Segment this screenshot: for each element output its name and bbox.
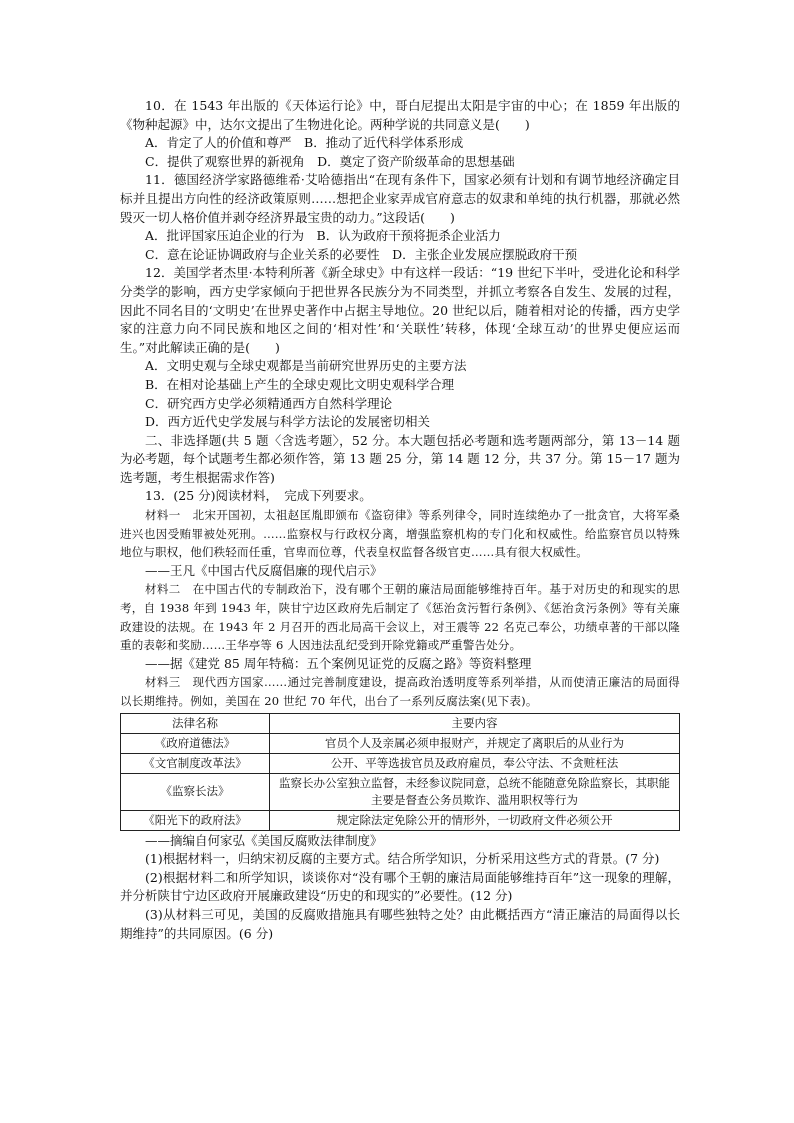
q10-stem: 10．在 1543 年出版的《天体运行论》中，哥白尼提出太阳是宇宙的中心；在 1859 年出版的《物种起源》中，达尔文提出了生物进化论。两种学说的共同意义是( ) [120,98,680,132]
exam-content [120,97,680,943]
q13-source-2: ——据《建党 85 周年特稿：五个案例见证党的反腐之路》等资料整理 [145,655,532,671]
q12-option-b: B．在相对论基础上产生的全球史观比文明史观科学合理 [145,376,455,392]
table-cell-content: 规定除法定免除公开的情形外，一切政府文件必须公开 [270,810,680,830]
table-cell-content: 公开、平等选拔官员及政府雇员，奉公守法、不贪赃枉法 [270,753,680,773]
q13-source-1: ——王凡《中国古代反腐倡廉的现代启示》 [145,562,383,578]
table-row [121,753,680,773]
table-row [121,733,680,753]
table-cell-law-name: 《文官制度改革法》 [121,753,270,773]
q10-option-row-2: C．提供了观察世界的新视角 D．奠定了资产阶级革命的思想基础 [145,153,515,169]
table-header-law-name: 法律名称 [121,713,270,733]
table-row [121,810,680,830]
q11-option-row-1: A．批评国家压迫企业的行为 B．认为政府干预将扼杀企业活力 [145,228,501,244]
table-row [121,773,680,810]
table-cell-law-name: 《政府道德法》 [121,733,270,753]
table-header-row [121,713,680,733]
q13-material-3: 材料三 现代西方国家……通过完善制度建设，提高政治透明度等系列举措，从而使清正廉洁的局面得以长期维持。例如，美国在 20 世纪 70 年代，出台了一系列反腐法案(见下表)。 [120,675,680,708]
table-cell-content: 监察长办公室独立监督，未经参议院同意，总统不能随意免除监察长，其职能主要是督查公务员欺诈、滥用职权等行为 [270,773,680,810]
q12-stem: 12．美国学者杰里·本特利所著《新全球史》中有这样一段话：“19 世纪下半叶，受进化论和科学分类学的影响，西方史学家倾向于把世界各民族分为不同类型，并抓立考察各自发生、发展的过程，因此不同名目的‘文明史’在世界史著作中占据主导地位。20 世纪以后，随着相对论的传播，西方史学家的注意力向不同民族和地区之间的‘相对性’和‘关联性’转移，体现‘全球互动’的世界史便应运而生。”对此解读正确的是( ) [120,265,680,355]
q13-material-1: 材料一 北宋开国初，太祖赵匡胤即颁布《盗窃律》等系列律令，同时连续绝办了一批贪官，大将军桑进兴也因受贿罪被处死刑。……监察权与行政权分离，增强监察机构的专门化和权威性。给监察官员以特殊地位与职权，他们秩轻而任重，官卑而位尊，代表皇权监督各级官吏……具有很大权威性。 [120,508,680,560]
q13-stem: 13．(25 分)阅读材料， 完成下列要求。 [145,488,372,504]
q13-ask-1: (1)根据材料一，归纳宋初反腐的主要方式。结合所学知识，分析采用这些方式的背景。(7 分) [145,851,660,867]
table-cell-law-name: 《监察长法》 [121,773,270,810]
q13-material-2: 材料二 在中国古代的专制政治下，没有哪个王朝的廉洁局面能够维持百年。基于对历史的和现实的思考，自 1938 年到 1943 年，陕甘宁边区政府先后制定了《惩治贪污暂行条例》、《惩治贪污条例》等有关廉政建设的法规。在 1943 年 2 月召开的西北局高干会议上，对王震等 22 名克己奉公，功绩卓著的干部以隆重的表彰和奖励……王华亭等 6 人因违法乱纪受到开除党籍或严重警告处分。 [120,582,680,653]
q12-option-a: A．文明史观与全球史观都是当前研究世界历史的主要方法 [145,358,467,374]
q12-option-d: D．西方近代史学发展与科学方法论的发展密切相关 [145,414,431,430]
q11-option-row-2: C．意在论证协调政府与企业关系的必要性 D．主张企业发展应摆脱政府干预 [145,246,578,262]
q13-ask-3: (3)从材料三可见，美国的反腐败措施具有哪些独特之处？由此概括西方“清正廉洁的局面得以长期维持”的共同原因。(6 分) [120,906,680,941]
q12-option-c: C．研究西方史学必须精通西方自然科学理论 [145,395,393,411]
q10-option-row-1: A．肯定了人的价值和尊严 B．推动了近代科学体系形成 [145,135,464,151]
section-2-heading: 二、非选择题(共 5 题〈含选考题〉，52 分。本大题包括必考题和选考题两部分，第 13－14 题为必考题，每个试题考生都必须作答，第 13 题 25 分，第 14 题 12 分，共 37 分。第 15－17 题为选考题，考生根据需求作答) [120,432,680,485]
q13-source-3: ——摘编自何家弘《美国反腐败法律制度》 [145,832,383,848]
q11-stem: 11．德国经济学家路德维希·艾哈德指出“在现有条件下，国家必须有计划和有调节地经济确定目标并且提出方向性的经济政策原则……想把企业家弄成官府意志的奴隶和单纯的执行机器，那就必然毁灭一切人格价值并剥夺经济界最宝贵的动力。”这段话( ) [120,172,680,225]
anti-corruption-law-table [120,713,680,831]
table-cell-law-name: 《阳光下的政府法》 [121,810,270,830]
table-header-main-content: 主要内容 [270,713,680,733]
q13-ask-2: (2)根据材料二和所学知识，谈谈你对“没有哪个王朝的廉洁局面能够维持百年”这一现象的理解，并分析陕甘宁边区政府开展廉政建设“历史的和现实的”必要性。(12 分) [120,869,680,904]
table-cell-content: 官员个人及亲属必须申报财产，并规定了离职后的从业行为 [270,733,680,753]
